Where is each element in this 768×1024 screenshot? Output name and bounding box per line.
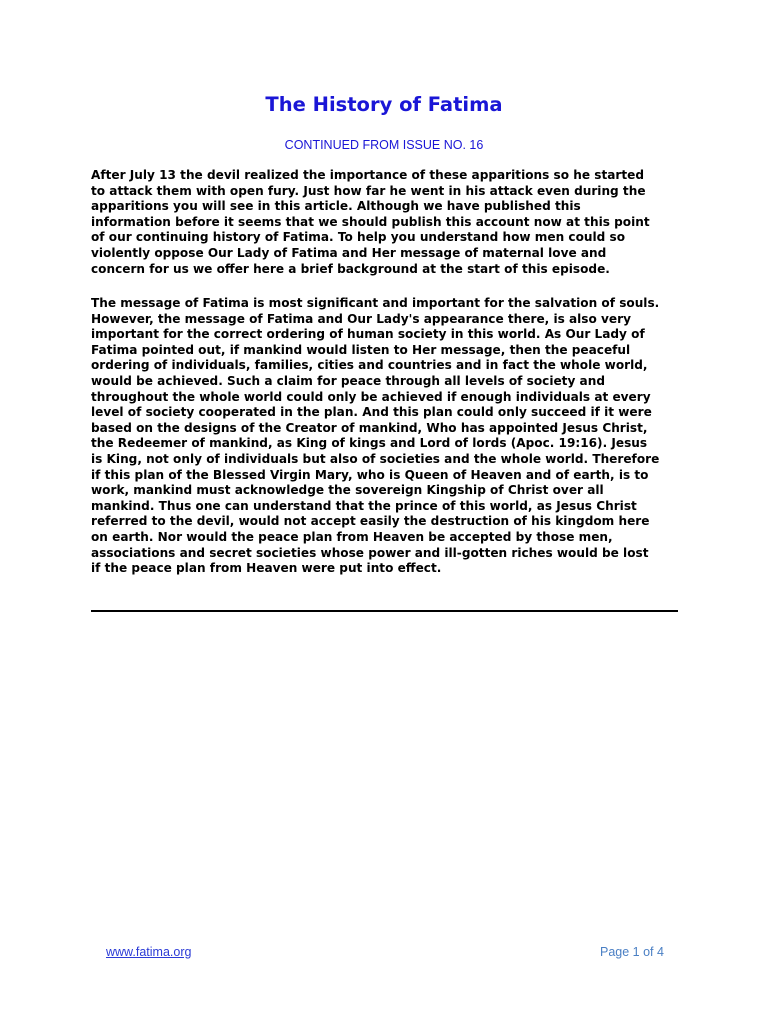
paragraph-2 — [91, 296, 685, 577]
paragraph-line: However, the message of Fatima and Our Lady's appearance there, is also very — [91, 311, 631, 326]
paragraph-line: based on the designs of the Creator of mankind, Who has appointed Jesus Christ, — [91, 420, 648, 435]
paragraph-line: violently oppose Our Lady of Fatima and Her message of maternal love and — [91, 245, 607, 260]
page-title: The History of Fatima — [265, 93, 503, 116]
paragraph-line: information before it seems that we should publish this account now at this point — [91, 214, 650, 229]
paragraph-line: apparitions you will see in this article. Although we have published this — [91, 199, 581, 214]
paragraph-line: associations and secret societies whose power and ill-gotten riches would be lost — [91, 545, 649, 560]
page-number: Page 1 of 4 — [600, 945, 664, 959]
paragraph-line: of our continuing history of Fatima. To help you understand how men could so — [91, 230, 626, 245]
paragraph-line: ordering of individuals, families, cities and countries and in fact the whole world, — [91, 358, 648, 373]
paragraph-line: is King, not only of individuals but also of societies and the whole world. Therefore — [91, 451, 660, 466]
website-link[interactable]: www.fatima.org — [106, 945, 192, 959]
paragraph-line: if this plan of the Blessed Virgin Mary, who is Queen of Heaven and of earth, is to — [91, 467, 649, 482]
paragraph-line: level of society cooperated in the plan. And this plan could only succeed if it were — [91, 405, 652, 420]
paragraph-line: if the peace plan from Heaven were put into effect. — [91, 561, 442, 576]
page-subtitle: CONTINUED FROM ISSUE NO. 16 — [284, 138, 484, 152]
paragraph-line: Fatima pointed out, if mankind would listen to Her message, then the peaceful — [91, 342, 631, 357]
paragraph-line: The message of Fatima is most significant and important for the salvation of souls. — [91, 296, 660, 310]
paragraph-line: After July 13 the devil realized the importance of these apparitions so he started — [91, 168, 645, 182]
horizontal-divider — [91, 610, 678, 612]
paragraph-1 — [91, 168, 685, 277]
paragraph-line: on earth. Nor would the peace plan from Heaven be accepted by those men, — [91, 529, 613, 544]
paragraph-line: concern for us we offer here a brief background at the start of this episode. — [91, 261, 610, 276]
paragraph-line: the Redeemer of mankind, as King of kings and Lord of lords (Apoc. 19:16). Jesus — [91, 436, 648, 451]
paragraph-line: work, mankind must acknowledge the sovereign Kingship of Christ over all — [91, 483, 604, 498]
paragraph-line: important for the correct ordering of human society in this world. As Our Lady of — [91, 327, 645, 342]
paragraph-line: to attack them with open fury. Just how far he went in his attack even during the — [91, 183, 646, 198]
paragraph-line: would be achieved. Such a claim for peace through all levels of society and — [91, 373, 605, 388]
paragraph-line: throughout the whole world could only be achieved if enough individuals at every — [91, 389, 651, 404]
paragraph-line: referred to the devil, would not accept easily the destruction of his kingdom here — [91, 514, 650, 529]
paragraph-line: mankind. Thus one can understand that the prince of this world, as Jesus Christ — [91, 498, 637, 513]
